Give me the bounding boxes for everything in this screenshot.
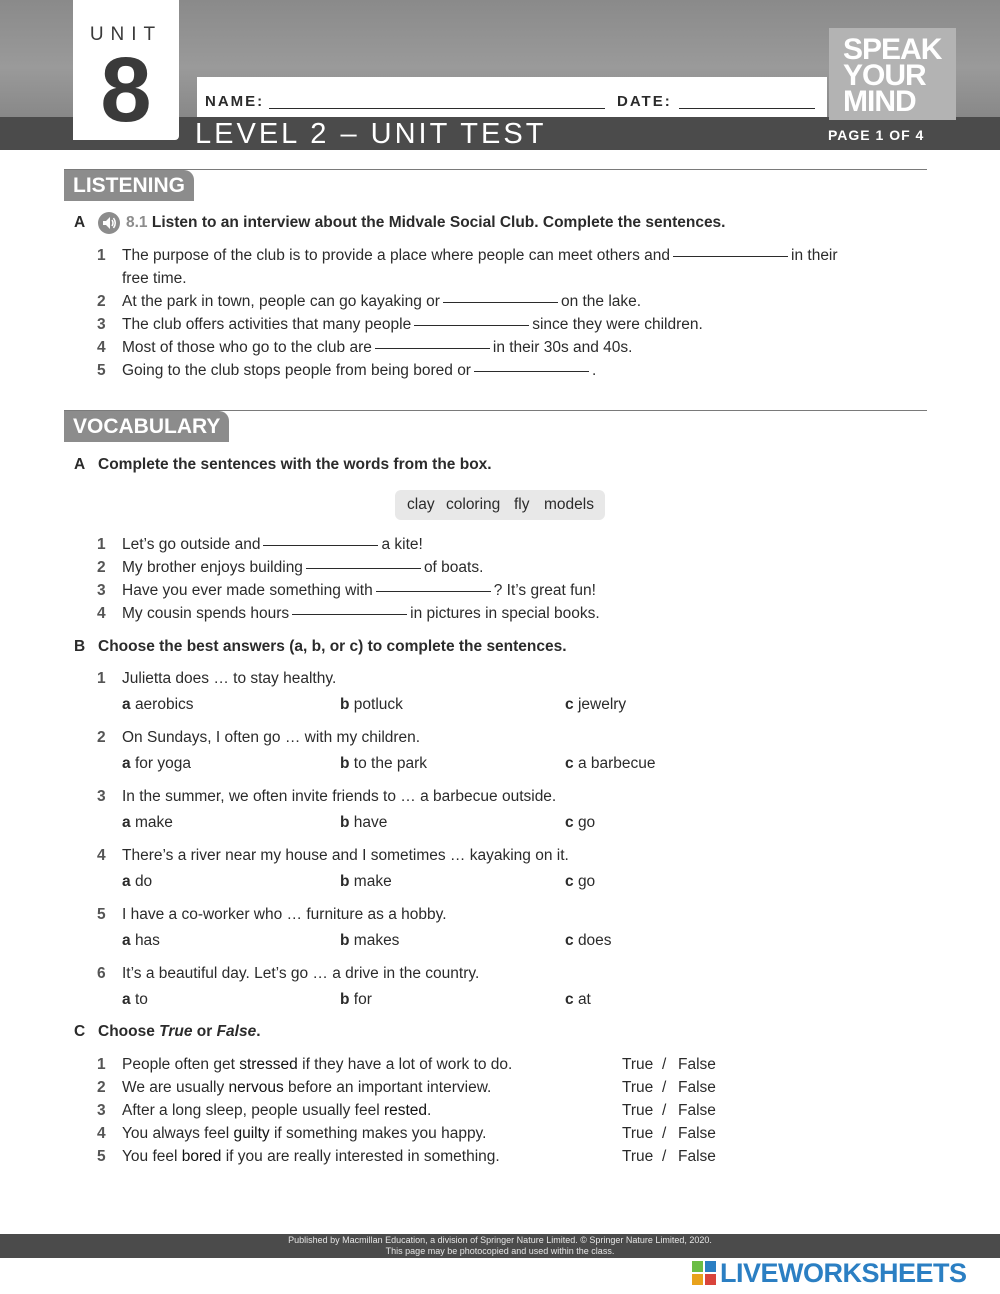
list-item: At the park in town, people can go kayaking or on the lake. (122, 293, 642, 310)
key-word: stressed (239, 1056, 298, 1073)
liveworksheets-logo (692, 1258, 992, 1288)
brand-line-3: MIND (843, 85, 916, 118)
item-number: 1 (97, 1056, 106, 1073)
part-letter: A (74, 456, 86, 473)
key-word: nervous (228, 1079, 284, 1096)
answer-blank[interactable] (443, 302, 558, 303)
unit-badge (73, 0, 179, 140)
answer-blank[interactable] (376, 591, 491, 592)
item-number: 3 (97, 788, 106, 805)
item-number: 6 (97, 965, 106, 982)
list-item: The club offers activities that many people since they were children. (122, 316, 703, 333)
footer-photocopy-note: This page may be photocopied and used within the class. (385, 1246, 615, 1256)
answer-option[interactable]: c go (565, 814, 596, 831)
instruction: Choose True or False. (98, 1023, 261, 1040)
liveworksheets-wordmark: LIVEWORKSHEETS (720, 1258, 967, 1288)
word-option: coloring (446, 496, 501, 513)
item-number: 3 (97, 1102, 106, 1119)
answer-option[interactable]: b to the park (340, 755, 428, 772)
item-number: 1 (97, 670, 106, 687)
answer-blank[interactable] (292, 614, 407, 615)
item-number: 2 (97, 1079, 106, 1096)
date-label: DATE: (617, 93, 672, 110)
option-separator: / (662, 1056, 667, 1073)
key-word: rested (383, 1102, 428, 1119)
answer-option[interactable]: b for (340, 991, 372, 1008)
answer-blank[interactable] (375, 348, 490, 349)
list-item: Have you ever made something with ? It’s great fun! (122, 582, 596, 599)
footer-copyright: Published by Macmillan Education, a division of Springer Nature Limited. © Springer Nature Limited, 2020. (288, 1235, 712, 1245)
key-word: guilty (233, 1125, 270, 1142)
option-separator: / (662, 1125, 667, 1142)
item-number: 4 (97, 1125, 106, 1142)
word-box (395, 490, 605, 520)
true-option[interactable]: True (622, 1102, 654, 1119)
instruction: Listen to an interview about the Midvale Social Club. Complete the sentences. (151, 214, 726, 231)
answer-option[interactable]: c go (565, 873, 596, 890)
question-text: I have a co-worker who … furniture as a hobby. (122, 906, 447, 923)
unit-label: UNIT (89, 24, 163, 45)
answer-option[interactable]: a make (122, 814, 173, 831)
answer-blank[interactable] (414, 325, 529, 326)
item-number: 2 (97, 559, 106, 576)
false-option[interactable]: False (678, 1148, 716, 1165)
brand-logo (829, 28, 956, 120)
list-item: Most of those who go to the club are in their 30s and 40s. (122, 339, 633, 356)
question-text: In the summer, we often invite friends to … a barbecue outside. (122, 788, 557, 805)
key-word: bored (181, 1148, 222, 1165)
option-separator: / (662, 1148, 667, 1165)
list-item: My brother enjoys building of boats. (122, 559, 484, 576)
footer (0, 1234, 1000, 1258)
answer-option[interactable]: a aerobics (122, 696, 194, 713)
answer-option[interactable]: a to (122, 991, 148, 1008)
item-number: 1 (97, 536, 106, 553)
answer-blank[interactable] (263, 545, 378, 546)
answer-option[interactable]: b makes (340, 932, 400, 949)
false-option[interactable]: False (678, 1125, 716, 1142)
option-separator: / (662, 1102, 667, 1119)
part-letter: B (74, 638, 86, 655)
question-text: On Sundays, I often go … with my children. (122, 729, 421, 746)
item-number: 4 (97, 339, 106, 356)
item-number: 2 (97, 729, 106, 746)
answer-option[interactable]: c a barbecue (565, 755, 656, 772)
answer-option[interactable]: b make (340, 873, 392, 890)
question-text: Julietta does … to stay healthy. (122, 670, 337, 687)
answer-option[interactable]: c does (565, 932, 612, 949)
item-number: 4 (97, 847, 106, 864)
answer-option[interactable]: a has (122, 932, 160, 949)
answer-blank[interactable] (474, 371, 589, 372)
part-letter: A (74, 214, 86, 231)
answer-option[interactable]: a do (122, 873, 153, 890)
item-number: 4 (97, 605, 106, 622)
item-number: 5 (97, 906, 106, 923)
part-letter: C (74, 1023, 86, 1040)
word-option: clay (407, 496, 435, 513)
name-field[interactable] (269, 108, 605, 109)
audio-speaker-icon[interactable] (98, 212, 120, 234)
statement-text: After a long sleep, people usually feel rested. (122, 1102, 432, 1119)
statement-text: You always feel guilty if something makes you happy. (122, 1125, 487, 1142)
list-item: The purpose of the club is to provide a place where people can meet others and in their (122, 247, 838, 264)
unit-number: 8 (100, 39, 152, 141)
answer-option[interactable]: b have (340, 814, 388, 831)
question-text: It’s a beautiful day. Let’s go … a drive in the country. (122, 965, 480, 982)
item-number: 2 (97, 293, 106, 310)
answer-blank[interactable] (306, 568, 421, 569)
list-item: My cousin spends hours in pictures in special books. (122, 605, 600, 622)
name-date-strip (197, 77, 827, 117)
item-number: 3 (97, 316, 106, 333)
word-option: models (544, 496, 594, 513)
true-option[interactable]: True (622, 1056, 654, 1073)
instruction: Choose the best answers (a, b, or c) to complete the sentences. (98, 638, 567, 655)
statement-text: You feel bored if you are really interested in something. (122, 1148, 500, 1165)
word-option: fly (514, 496, 530, 513)
listening-heading: LISTENING (64, 170, 194, 201)
item-number: 3 (97, 582, 106, 599)
page-title: LEVEL 2 – UNIT TEST (195, 118, 547, 150)
true-option[interactable]: True (622, 1125, 654, 1142)
list-item: Let’s go outside and a kite! (122, 536, 423, 553)
false-option[interactable]: False (678, 1102, 716, 1119)
question-text: There’s a river near my house and I sometimes … kayaking on it. (122, 847, 569, 864)
item-number: 5 (97, 362, 106, 379)
date-field[interactable] (679, 108, 815, 109)
instruction: Complete the sentences with the words from the box. (98, 456, 492, 473)
section-divider (64, 169, 927, 170)
item-number: 5 (97, 1148, 106, 1165)
false-option[interactable]: False (678, 1056, 716, 1073)
brand-line-1: SPEAK (843, 33, 942, 66)
page-indicator: PAGE 1 OF 4 (828, 127, 925, 143)
option-separator: / (662, 1079, 667, 1096)
item-number: 1 (97, 247, 106, 264)
vocabulary-heading: VOCABULARY (64, 411, 229, 442)
list-item: Going to the club stops people from being bored or . (122, 362, 597, 379)
statement-text: We are usually nervous before an important interview. (122, 1079, 492, 1096)
answer-option[interactable]: c jewelry (565, 696, 627, 713)
answer-option[interactable]: c at (565, 991, 591, 1008)
brand-line-2: YOUR (843, 59, 926, 92)
list-item-continuation: free time. (122, 270, 187, 287)
name-label: NAME: (205, 93, 265, 110)
true-option[interactable]: True (622, 1079, 654, 1096)
liveworksheets-icon (692, 1261, 716, 1285)
track-number: 8.1 (126, 214, 148, 231)
true-option[interactable]: True (622, 1148, 654, 1165)
false-option[interactable]: False (678, 1079, 716, 1096)
statement-text: People often get stressed if they have a lot of work to do. (122, 1056, 513, 1073)
answer-option[interactable]: a for yoga (122, 755, 191, 772)
answer-blank[interactable] (673, 256, 788, 257)
answer-option[interactable]: b potluck (340, 696, 403, 713)
